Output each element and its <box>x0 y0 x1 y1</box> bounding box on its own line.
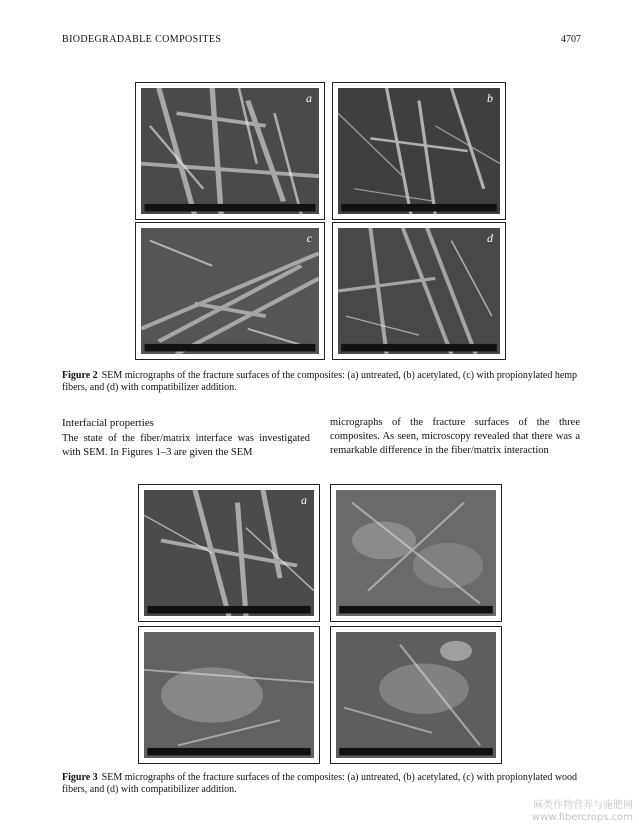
caption-label: Figure 3 <box>62 772 98 783</box>
running-title: BIODEGRADABLE COMPOSITES <box>62 34 222 45</box>
caption-text: SEM micrographs of the fracture surfaces of the composites: (a) untreated, (b) acetylated, (c) with propionylated hemp fibers, and (d) with compatibilizer addition. <box>62 370 578 393</box>
paragraph-text: micrographs of the fracture surfaces of the three composites. As seen, microscopy revealed that there was a remarkable difference in the fiber/matrix interaction <box>330 417 580 456</box>
figure3-panel-a <box>138 484 320 622</box>
body-column-right <box>330 416 580 458</box>
caption-label: Figure 2 <box>62 370 98 381</box>
figure3-caption <box>62 772 580 796</box>
sem-micrograph-image <box>336 490 496 616</box>
sem-micrograph-image <box>141 88 319 214</box>
panel-label: a <box>301 493 307 507</box>
sem-micrograph-image <box>338 88 500 214</box>
figure2-panel-d <box>332 222 506 360</box>
sem-micrograph-image <box>141 228 319 354</box>
caption-text: SEM micrographs of the fracture surfaces of the composites: (a) untreated, (b) acetylated, (c) with propionylated wood fibers, and (d) with compatibilizer addition. <box>62 772 578 795</box>
panel-label: c <box>306 231 312 245</box>
figure2-panel-b <box>332 82 506 220</box>
figure3-panel-c <box>138 626 320 764</box>
figure3-panel-b <box>330 484 502 622</box>
watermark <box>532 800 633 824</box>
section-heading: Interfacial properties <box>62 417 154 429</box>
panel-label: b <box>487 91 493 105</box>
panel-label: a <box>306 91 312 105</box>
sem-micrograph-image <box>144 632 314 758</box>
sem-micrograph-image <box>144 490 314 616</box>
watermark-line-2: www.fibercrops.com <box>531 812 633 823</box>
paragraph-text: The state of the fiber/matrix interface was investigated with SEM. In Figures 1–3 are given the SEM <box>62 433 310 458</box>
sem-micrograph-image <box>338 228 500 354</box>
panel-label: d <box>487 231 493 245</box>
figure2-panel-a <box>135 82 325 220</box>
watermark-line-1: 麻类作物营养与施肥网 <box>533 800 633 811</box>
page-number: 4707 <box>561 34 581 45</box>
figure3-panel-d <box>330 626 502 764</box>
figure2-caption <box>62 370 580 394</box>
sem-micrograph-image <box>336 632 496 758</box>
figure2-panel-c <box>135 222 325 360</box>
body-column-left <box>62 416 310 460</box>
